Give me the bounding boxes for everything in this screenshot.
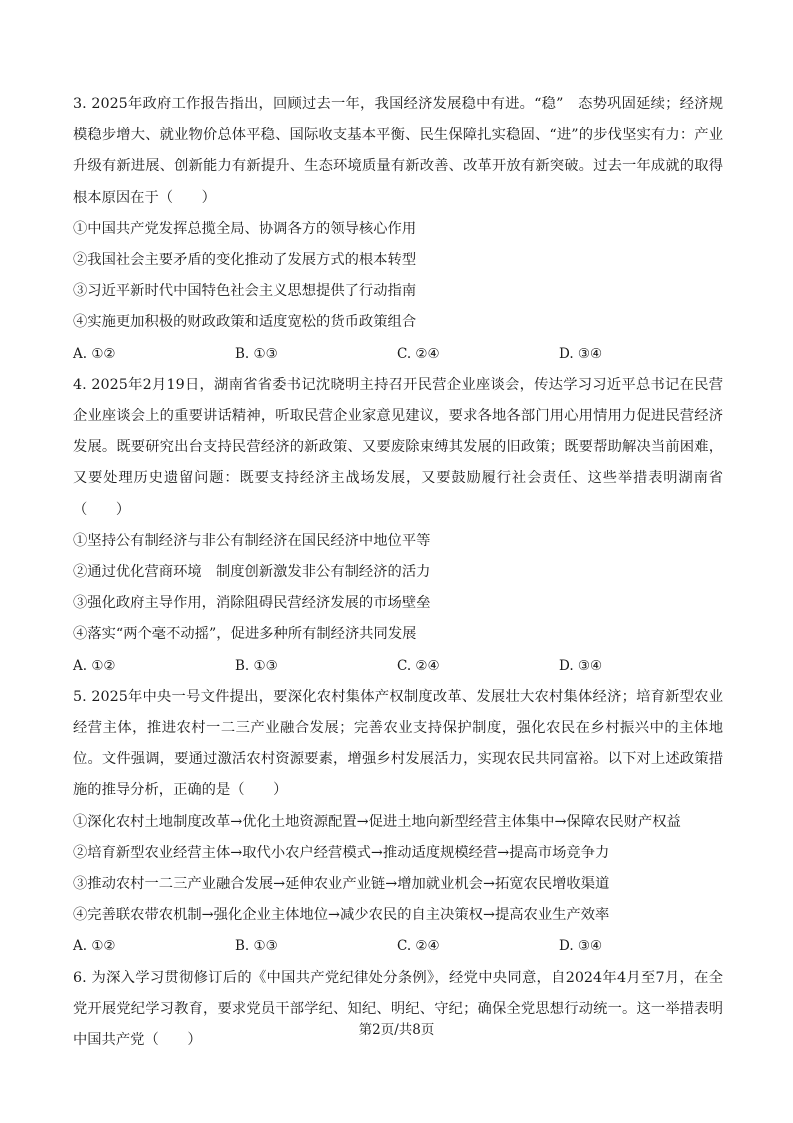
answer-choices — [73, 651, 723, 682]
option-3: ③推动农村一二三产业融合发展→延伸农业产业链→增加就业机会→拓宽农民增收渠道 — [73, 876, 610, 893]
page-number-footer: 第2页/共8页 — [358, 1022, 435, 1038]
question-3 — [73, 89, 723, 370]
choice-b: B. ①③ — [235, 938, 278, 955]
question-6 — [73, 963, 723, 1057]
choice-c: C. ②④ — [397, 657, 440, 674]
choice-d: D. ③④ — [559, 938, 603, 955]
choice-c: C. ②④ — [397, 938, 440, 955]
option-4: ④落实“两个毫不动摇”，促进多种所有制经济共同发展 — [73, 626, 417, 643]
option-4: ④实施更加积极的财政政策和适度宽松的货币政策组合 — [73, 314, 417, 331]
question-5 — [73, 682, 723, 963]
question-stem: 3. 2025年政府工作报告指出，回顾过去一年，我国经济发展稳中有进。“稳” 态势巩固延续；经济规模稳步增大、就业物价总体平稳、国际收支基本平衡、民生保障扎实稳固、“进”的步伐坚实有力：产业升级有新进展、创新能力有新提升、生态环境质量有新改善、改革开放有新突破。过去一年成就的取得根本原因在于（ ） — [73, 96, 723, 206]
option-4: ④完善联农带农机制→强化企业主体地位→减少农民的自主决策权→提高农业生产效率 — [73, 907, 610, 924]
choice-a: A. ①② — [73, 345, 116, 362]
question-stem: 4. 2025年2月19日，湖南省省委书记沈晓明主持召开民营企业座谈会，传达学习习近平总书记在民营企业座谈会上的重要讲话精神，听取民营企业家意见建议，要求各地各部门用心用情用力促进民营经济发展。既要研究出台支持民营经济的新政策、又要废除束缚其发展的旧政策；既要帮助解决当前困难，又要处理历史遗留问题：既要支持经济主战场发展，又要鼓励履行社会责任、这些举措表明湖南省（ ） — [73, 376, 723, 518]
question-stem: 6. 为深入学习贯彻修订后的《中国共产党纪律处分条例》，经党中央同意，自2024年4月至7月，在全党开展党纪学习教育，要求党员干部学纪、知纪、明纪、守纪；确保全党思想行动统一。这一举措表明中国共产党（ ） — [73, 969, 723, 1049]
option-2: ②培育新型农业经营主体→取代小农户经营模式→推动适度规模经营→提高市场竞争力 — [73, 844, 610, 861]
choice-a: A. ①② — [73, 657, 116, 674]
question-4 — [73, 370, 723, 682]
choice-c: C. ②④ — [397, 345, 440, 362]
option-3: ③习近平新时代中国特色社会主义思想提供了行动指南 — [73, 283, 417, 300]
answer-choices — [73, 931, 723, 962]
option-3: ③强化政府主导作用，消除阻碍民营经济发展的市场壁垒 — [73, 595, 431, 612]
choice-d: D. ③④ — [559, 657, 603, 674]
answer-choices — [73, 339, 723, 370]
option-1: ①深化农村土地制度改革→优化土地资源配置→促进土地向新型经营主体集中→保障农民财产权益 — [73, 813, 681, 830]
option-2: ②通过优化营商环境 制度创新激发非公有制经济的活力 — [73, 564, 431, 581]
question-stem: 5. 2025年中央一号文件提出，要深化农村集体产权制度改革、发展壮大农村集体经济；培育新型农业经营主体，推进农村一二三产业融合发展；完善农业支持保护制度，强化农民在乡村振兴中的主体地位。文件强调，要通过激活农村资源要素，增强乡村发展活力，实现农民共同富裕。以下对上述政策措施的推导分析，正确的是（ ） — [73, 688, 723, 799]
document-page — [73, 89, 723, 1056]
option-2: ②我国社会主要矛盾的变化推动了发展方式的根本转型 — [73, 252, 417, 269]
option-1: ①中国共产党发挥总揽全局、协调各方的领导核心作用 — [73, 220, 417, 237]
choice-b: B. ①③ — [235, 657, 278, 674]
option-1: ①坚持公有制经济与非公有制经济在国民经济中地位平等 — [73, 532, 431, 549]
choice-d: D. ③④ — [559, 345, 603, 362]
choice-b: B. ①③ — [235, 345, 278, 362]
choice-a: A. ①② — [73, 938, 116, 955]
